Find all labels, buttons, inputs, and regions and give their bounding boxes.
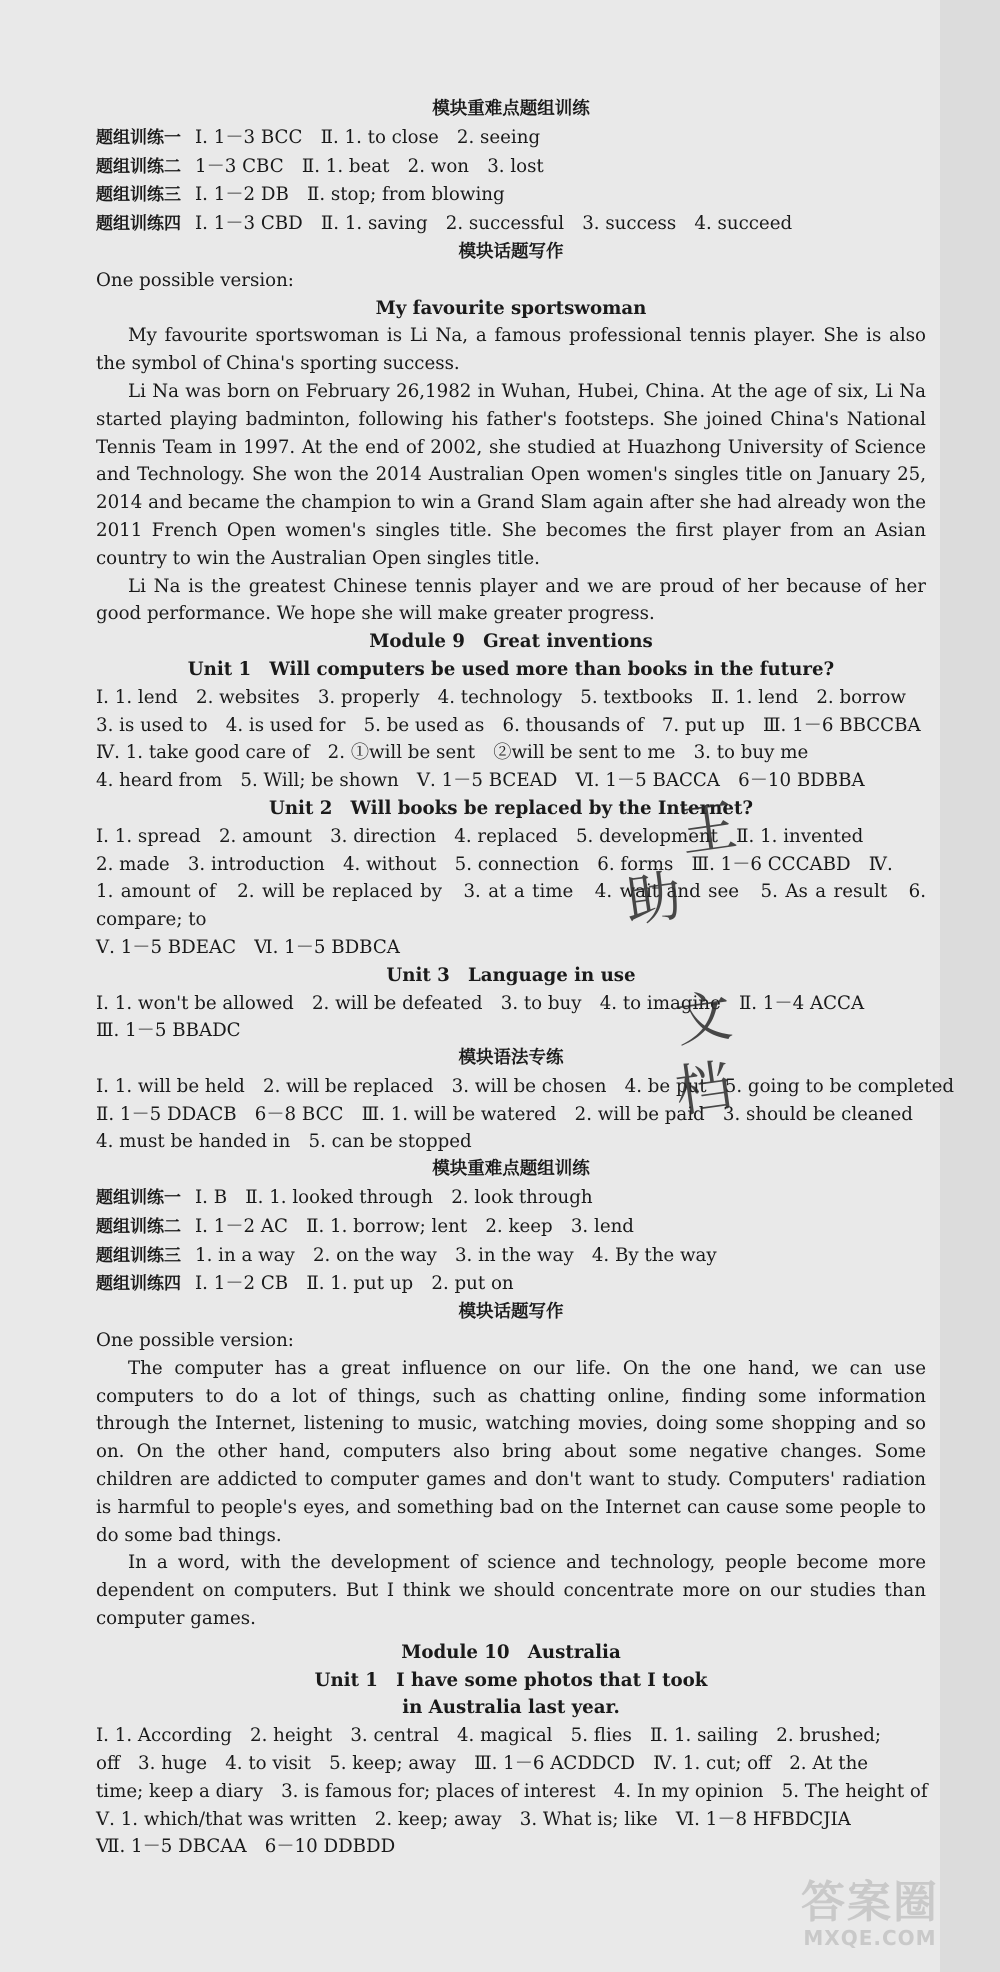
drill-label: 题组训练二	[96, 156, 181, 177]
watermark-text: 答案圈	[801, 1877, 939, 1928]
answer-line: Ⅲ. 1－5 BBADC	[96, 1020, 241, 1042]
handwritten-mark: 王	[676, 793, 741, 866]
drill-row	[96, 153, 926, 182]
essay-paragraph: In a word, with the development of science and technology, people become more dependent on computers. But I think we should concentrate more on our studies than computer games.	[96, 1552, 926, 1630]
answer-line: 4. must be handed in 5. can be stopped	[96, 1131, 472, 1153]
answer-line: Ⅶ. 1－5 DBCAA 6－10 DDBDD	[96, 1836, 396, 1858]
essay-paragraph: Li Na is the greatest Chinese tennis player and we are proud of her because of her good performance. We hope she will make greater progress.	[96, 575, 926, 625]
drill-label: 题组训练四	[96, 214, 181, 235]
answer-line: Ⅰ. 1. According 2. height 3. central 4. magical 5. flies Ⅱ. 1. sailing 2. brushed;	[96, 1725, 882, 1747]
essay-paragraph: Li Na was born on February 26,1982 in Wuhan, Hubei, China. At the age of six, Li Na started playing badminton, following his father's footsteps. She joined China's National Tennis Team in 1997. At the end of 2002, she studied at Huazhong University of Science and Technology. She won the 2014 Australian Open women's singles title on January 25, 2014 and became the champion to win a Grand Slam again after she had already won the 2011 French Open women's singles title. She becomes the first player from an Asian country to win the Australian Open singles title.	[96, 380, 926, 569]
drill-answers: 1－3 CBC Ⅱ. 1. beat 2. won 3. lost	[195, 155, 544, 177]
essay-paragraph: My favourite sportswoman is Li Na, a famous professional tennis player. She is also the symbol of China's sporting success.	[96, 325, 926, 375]
unit-title: Unit 2 Will books be replaced by the Internet?	[268, 797, 754, 819]
drill-answers: Ⅰ. 1－2 DB Ⅱ. stop; from blowing	[195, 184, 505, 206]
unit-title-continued: in Australia last year.	[402, 1697, 620, 1719]
answer-line: Ⅳ. 1. take good care of 2. ①will be sent ②will be sent to me 3. to buy me	[96, 742, 809, 764]
answer-line: 4. heard from 5. Will; be shown Ⅴ. 1－5 BCEAD Ⅵ. 1－5 BACCA 6－10 BDBBA	[96, 770, 865, 792]
drill-row	[96, 210, 926, 239]
answer-line: time; keep a diary 3. is famous for; places of interest 4. In my opinion 5. The height of	[96, 1780, 928, 1802]
unit-title: Unit 3 Language in use	[386, 964, 636, 986]
answer-line: Ⅰ. 1. won't be allowed 2. will be defeated 3. to buy 4. to imagine Ⅱ. 1－4 ACCA	[96, 992, 865, 1014]
essay-paragraph: The computer has a great influence on our life. On the one hand, we can use computers to do a lot of things, such as chatting online, finding some information through the Internet, listening to music, watching movies, doing some shopping and so on. On the other hand, computers also bring about some negative changes. Some children are addicted to computer games and don't want to study. Computers' radiation is harmful to people's eyes, and something bad on the Internet can cause some people to do some bad things.	[96, 1357, 926, 1546]
handwritten-mark: 档	[671, 1053, 736, 1126]
drill-label: 题组训练四	[96, 1274, 181, 1295]
intro-text: One possible version:	[96, 1330, 294, 1352]
drill-label: 题组训练三	[96, 1245, 181, 1266]
answer-line: Ⅱ. 1－5 DDACB 6－8 BCC Ⅲ. 1. will be watered 2. will be paid 3. should be cleaned	[96, 1103, 913, 1125]
intro-text: One possible version:	[96, 269, 294, 291]
handwritten-mark: 文	[671, 983, 736, 1056]
unit-title: Unit 1 I have some photos that I took	[314, 1669, 708, 1691]
drill-answers: Ⅰ. B Ⅱ. 1. looked through 2. look through	[195, 1187, 593, 1209]
answer-content	[96, 96, 955, 1861]
answer-line: 2. made 3. introduction 4. without 5. connection 6. forms Ⅲ. 1－6 CCCABD Ⅳ.	[96, 853, 893, 875]
answer-line: Ⅰ. 1. spread 2. amount 3. direction 4. replaced 5. development Ⅱ. 1. invented	[96, 825, 864, 847]
drill-label: 题组训练二	[96, 1216, 181, 1237]
answer-line: Ⅰ. 1. lend 2. websites 3. properly 4. technology 5. textbooks Ⅱ. 1. lend 2. borrow	[96, 686, 906, 708]
drill-row	[96, 1213, 926, 1242]
answer-line: Ⅴ. 1. which/that was written 2. keep; away 3. What is; like Ⅵ. 1－8 HFBDCJIA	[96, 1808, 851, 1830]
answer-line: Ⅴ. 1－5 BDEAC Ⅵ. 1－5 BDBCA	[96, 936, 400, 958]
drill-row	[96, 1270, 926, 1299]
drill-label: 题组训练一	[96, 127, 181, 148]
watermark-logo	[800, 1877, 940, 1954]
unit-title: Unit 1 Will computers be used more than books in the future?	[187, 658, 835, 680]
answer-line: 1. amount of 2. will be replaced by 3. at a time 4. wait and see 5. As a result 6. compare; to	[96, 881, 926, 931]
module-title: Module 9 Great inventions	[369, 631, 653, 653]
drill-answers: Ⅰ. 1－3 CBD Ⅱ. 1. saving 2. successful 3. success 4. succeed	[195, 213, 793, 235]
drill-row	[96, 124, 926, 153]
answer-line: 3. is used to 4. is used for 5. be used as 6. thousands of 7. put up Ⅲ. 1－6 BBCCBA	[96, 714, 921, 736]
drill-answers: 1. in a way 2. on the way 3. in the way 4. By the way	[195, 1244, 717, 1266]
module-title: Module 10 Australia	[401, 1641, 621, 1663]
drill-row	[96, 181, 926, 210]
handwritten-mark: 助	[621, 863, 686, 936]
section-heading: 模块语法专练	[458, 1048, 564, 1069]
section-heading: 模块重难点题组训练	[432, 1159, 590, 1180]
drill-label: 题组训练一	[96, 1188, 181, 1209]
section-heading: 模块话题写作	[458, 241, 564, 262]
section-heading: 模块话题写作	[458, 1302, 564, 1323]
drill-label: 题组训练三	[96, 185, 181, 206]
drill-row	[96, 1242, 926, 1271]
answer-line: Ⅰ. 1. will be held 2. will be replaced 3. will be chosen 4. be put 5. going to be completed	[96, 1075, 955, 1097]
drill-answers: Ⅰ. 1－3 BCC Ⅱ. 1. to close 2. seeing	[195, 126, 541, 148]
answer-line: off 3. huge 4. to visit 5. keep; away Ⅲ. 1－6 ACDDCD Ⅳ. 1. cut; off 2. At the	[96, 1753, 869, 1775]
drill-answers: Ⅰ. 1－2 AC Ⅱ. 1. borrow; lent 2. keep 3. lend	[195, 1215, 634, 1237]
drill-answers: Ⅰ. 1－2 CB Ⅱ. 1. put up 2. put on	[195, 1273, 514, 1295]
drill-row	[96, 1184, 926, 1213]
section-heading: 模块重难点题组训练	[432, 99, 590, 119]
essay-title: My favourite sportswoman	[375, 297, 647, 319]
watermark-url: MXQE.COM	[803, 1926, 937, 1950]
